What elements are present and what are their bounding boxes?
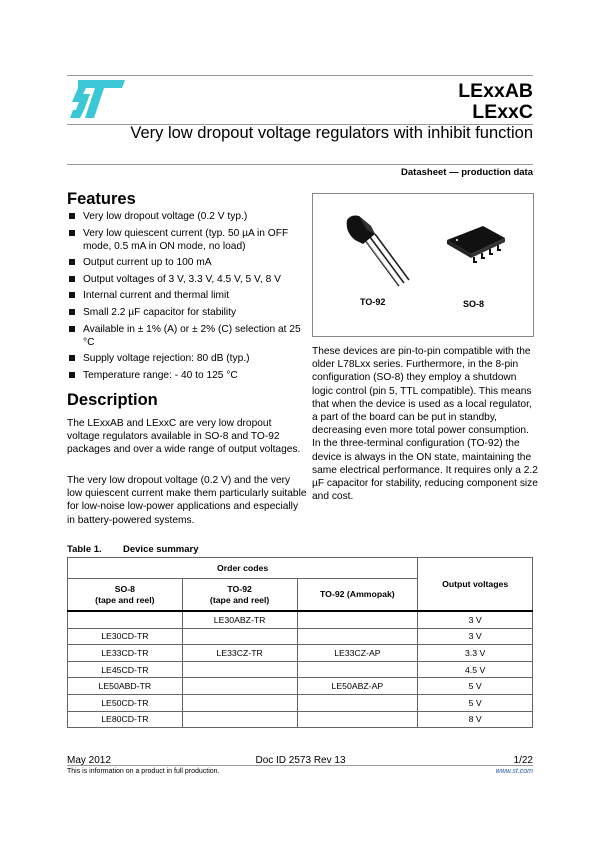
st-logo-icon [70,80,125,118]
footer-date: May 2012 [67,755,111,766]
footer-doc-id: Doc ID 2573 Rev 13 [255,755,346,766]
footer-production-note: This is information on a product in full production. [67,768,220,775]
feature-item: Small 2.2 µF capacitor for stability [67,306,302,319]
bullet-icon [69,213,75,219]
bullet-icon [69,292,75,298]
description-paragraph-1: The LExxAB and LExxC are very low dropout voltage regulators available in SO-8 and TO-92 packages and over a wide range of output voltages. [67,418,301,456]
output-voltages-header: Output voltages [418,558,533,612]
datasheet-label: Datasheet — production data [401,167,533,178]
to92-label: TO-92 [360,297,386,307]
bullet-icon [69,326,75,332]
so8-label: SO-8 [463,299,485,309]
table-row: LE30CD-TR 3 V [68,628,533,645]
feature-item: Temperature range: - 40 to 125 °C [67,369,302,382]
feature-item: Supply voltage rejection: 80 dB (typ.) [67,352,302,365]
part-number-1: LExxAB [458,80,533,102]
feature-item: Output current up to 100 mA [67,256,302,269]
package-figure [312,193,534,337]
table-row: LE30ABZ-TR 3 V [68,611,533,628]
feature-item: Available in ± 1% (A) or ± 2% (C) selection at 25 °C [67,323,302,349]
so8-package-icon [443,224,513,264]
bullet-icon [69,259,75,265]
bullet-icon [69,355,75,361]
feature-item: Very low quiescent current (typ. 50 µA in OFF mode, 0.5 mA in ON mode, no load) [67,227,302,253]
table-title: Device summary [123,544,199,555]
to92-package-icon [341,212,411,290]
bullet-icon [69,372,75,378]
description-paragraph-2: The very low dropout voltage (0.2 V) and the very low quiescent current make them particularly suitable for low-noise low-power applications and especially in battery-powered systems. [67,475,307,526]
table-row: LE50CD-TR 5 V [68,694,533,711]
features-list [67,210,302,385]
website-link[interactable]: www.st.com [495,768,533,775]
table-row: LE33CD-TR LE33CZ-TR LE33CZ-AP 3.3 V [68,645,533,662]
column-header-so8: SO-8 (tape and reel) [68,579,183,612]
table-caption [67,544,199,555]
bullet-icon [69,230,75,236]
table-row: LE80CD-TR 8 V [68,711,533,728]
description-heading: Description [67,391,158,409]
header-top-rule [67,75,533,76]
compatibility-paragraph: These devices are pin-to-pin compatible with the older L78Lxx series. Furthermore, in the 8-pin configuration (SO-8) they employ a shutdown logic control (pin 5, TTL compatible). This means that when the device is used as a local regulator, a part of the board can be put in standby, decreasing even more total power consumption. In the three-terminal configuration (TO-92) the device is always in the ON state, maintaining the same electrical performance. It requires only a 2.2 µF capacitor for stability, reducing component size and cost. [312,346,538,503]
document-subtitle: Very low dropout voltage regulators with inhibit function [130,124,533,142]
features-heading: Features [67,190,136,208]
column-header-to92: TO-92 (tape and reel) [182,579,297,612]
datasheet-rule [67,164,533,165]
part-number-2: LExxC [472,101,533,123]
table-number: Table 1. [67,544,102,555]
footer-rule [67,765,533,766]
footer-page-number: 1/22 [513,755,533,766]
bullet-icon [69,309,75,315]
table-row: LE50ABD-TR LE50ABZ-AP 5 V [68,678,533,695]
order-codes-header: Order codes [68,558,418,579]
table-row: LE45CD-TR 4.5 V [68,661,533,678]
bullet-icon [69,276,75,282]
feature-item: Very low dropout voltage (0.2 V typ.) [67,210,302,223]
feature-item: Output voltages of 3 V, 3.3 V, 4.5 V, 5 V, 8 V [67,273,302,286]
column-header-to92-ammopak: TO-92 (Ammopak) [297,579,418,612]
device-summary-table [67,557,533,728]
feature-item: Internal current and thermal limit [67,289,302,302]
